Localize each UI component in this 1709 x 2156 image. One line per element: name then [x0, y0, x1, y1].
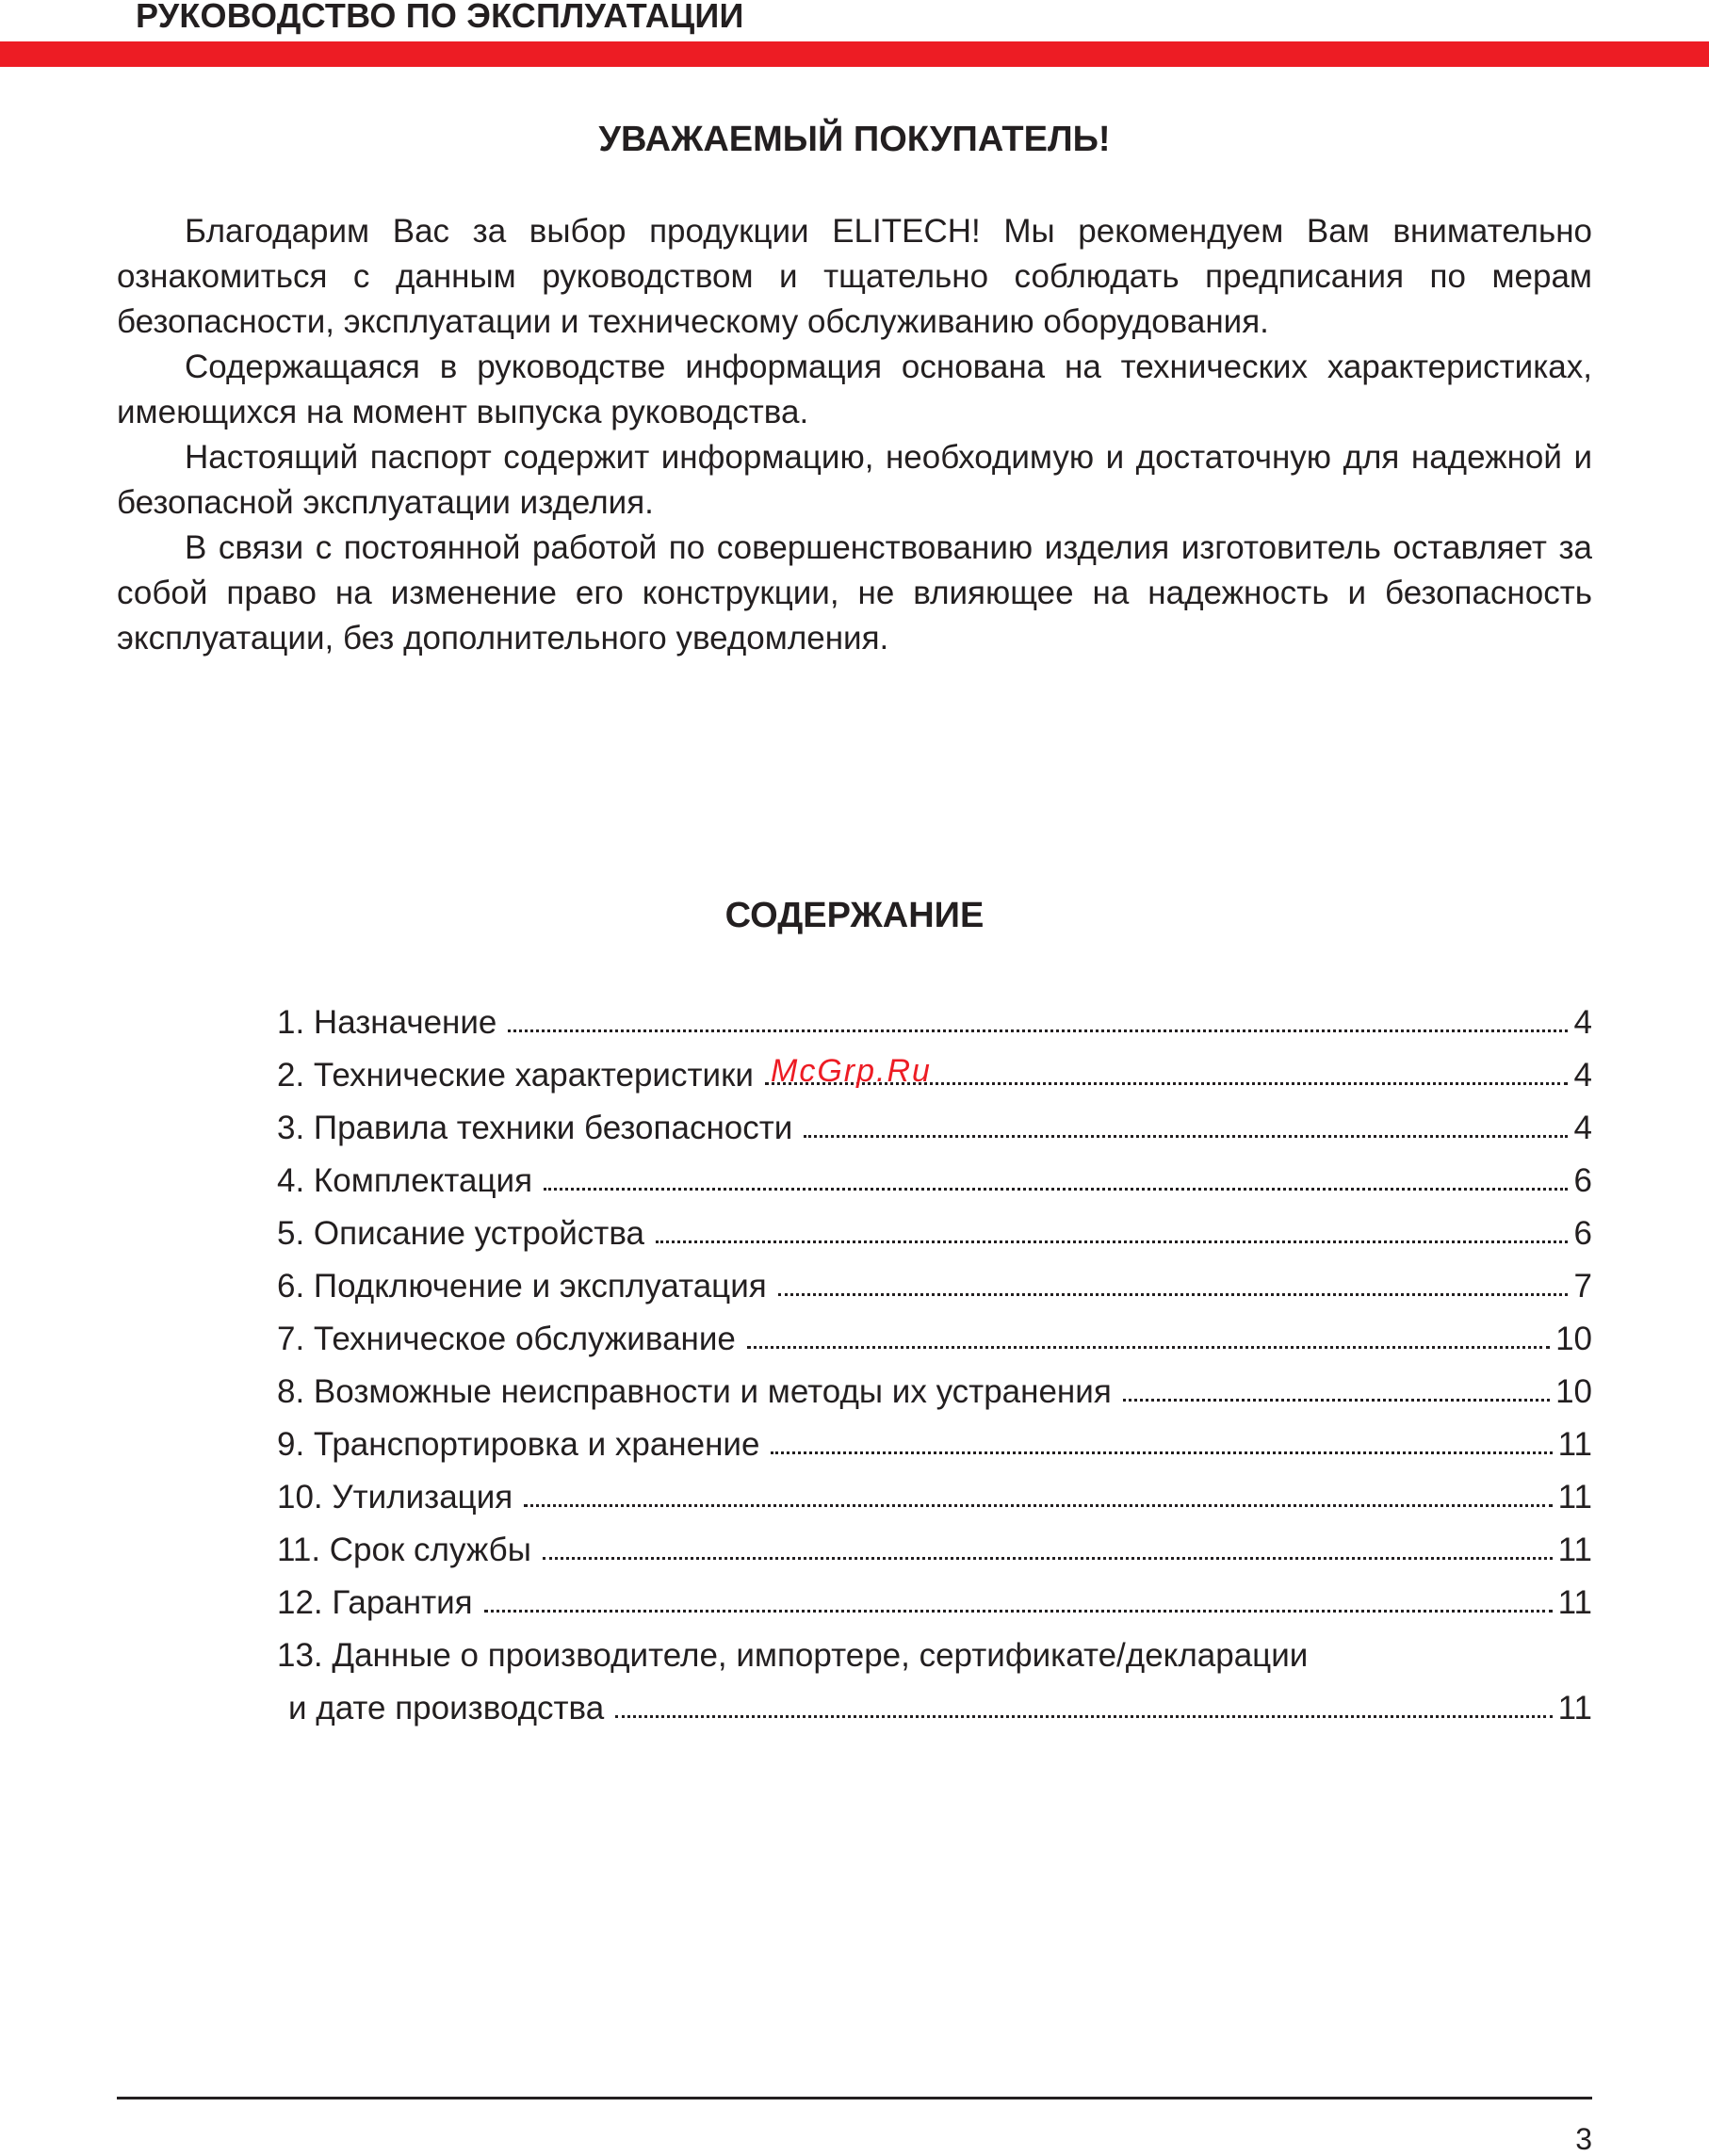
- toc-item-label: 8. Возможные неисправности и методы их устранения: [277, 1373, 1112, 1410]
- toc-leader-dots: [543, 1557, 1553, 1560]
- toc-item-page: 4: [1573, 1057, 1592, 1094]
- toc-leader-dots: [747, 1346, 1550, 1349]
- toc-item-label: 7. Техническое обслуживание: [277, 1321, 736, 1357]
- toc-item[interactable]: [277, 1305, 1592, 1358]
- toc-item-label: 2. Технические характеристики: [277, 1057, 754, 1094]
- toc-item-page: 11: [1557, 1479, 1592, 1516]
- greeting-title: УВАЖАЕМЫЙ ПОКУПАТЕЛЬ!: [598, 120, 1111, 159]
- toc-leader-dots: [778, 1293, 1568, 1296]
- toc-leader-dots: [804, 1135, 1568, 1138]
- intro-paragraph: В связи с постоянной работой по совершенствованию изделия изготовитель оставляет за собой право на изменение его конструкции, не влияющее на надежность и безопасность эксплуатации, без дополнительного уведомления.: [117, 529, 1592, 657]
- toc-item-page: 4: [1573, 1110, 1592, 1146]
- toc-item-label: 10. Утилизация: [277, 1479, 513, 1516]
- toc-title: СОДЕРЖАНИЕ: [724, 896, 985, 935]
- table-of-contents: [277, 989, 1592, 1727]
- toc-item-page: 11: [1557, 1584, 1592, 1621]
- toc-item-label: 4. Комплектация: [277, 1162, 533, 1199]
- toc-item[interactable]: [277, 989, 1592, 1042]
- toc-item-label-continued: и дате производства: [288, 1690, 605, 1726]
- toc-item-label: 9. Транспортировка и хранение: [277, 1426, 760, 1463]
- toc-item-label: 12. Гарантия: [277, 1584, 473, 1621]
- toc-item-page: 11: [1557, 1426, 1592, 1463]
- toc-item[interactable]: [277, 1147, 1592, 1200]
- footer-rule: [117, 2097, 1592, 2099]
- header-red-bar: [0, 41, 1709, 67]
- intro-paragraph: Содержащаяся в руководстве информация основана на технических характеристиках, имеющихся на момент выпуска руководства.: [117, 349, 1592, 430]
- running-header: РУКОВОДСТВО ПО ЭКСПЛУАТАЦИИ: [136, 0, 744, 35]
- intro-paragraph: Настоящий паспорт содержит информацию, необходимую и достаточную для надежной и безопасной эксплуатации изделия.: [117, 439, 1592, 521]
- toc-item-label: 11. Срок службы: [277, 1532, 531, 1568]
- toc-leader-dots: [484, 1610, 1553, 1613]
- toc-item[interactable]: [277, 1253, 1592, 1305]
- toc-item-page: 11: [1557, 1532, 1592, 1568]
- toc-item[interactable]: [277, 1411, 1592, 1464]
- toc-item-page: 4: [1573, 1004, 1592, 1041]
- toc-leader-dots: [508, 1029, 1568, 1032]
- toc-leader-dots: [544, 1188, 1568, 1191]
- toc-leader-dots: [524, 1504, 1552, 1507]
- toc-item[interactable]: [277, 1516, 1592, 1569]
- toc-item-page: 11: [1557, 1690, 1592, 1726]
- toc-item[interactable]: [277, 1094, 1592, 1147]
- toc-item[interactable]: [277, 1464, 1592, 1516]
- intro-text: [117, 209, 1592, 661]
- page-number: 3: [1575, 2122, 1592, 2156]
- toc-item[interactable]: [277, 1200, 1592, 1253]
- toc-item[interactable]: [277, 1569, 1592, 1622]
- toc-item[interactable]: [277, 1358, 1592, 1411]
- toc-item-label: 6. Подключение и эксплуатация: [277, 1268, 767, 1305]
- toc-leader-dots: [771, 1451, 1552, 1454]
- toc-item-page: 6: [1573, 1162, 1592, 1199]
- toc-item-label: 13. Данные о производителе, импортере, сертификате/декларации: [277, 1637, 1309, 1674]
- toc-item-page: 10: [1555, 1321, 1592, 1357]
- toc-leader-dots: [656, 1240, 1568, 1243]
- toc-item-label: 3. Правила техники безопасности: [277, 1110, 793, 1146]
- toc-item-page: 6: [1573, 1215, 1592, 1252]
- toc-item-page: 7: [1573, 1268, 1592, 1305]
- toc-item-multiline[interactable]: [277, 1622, 1592, 1727]
- toc-item-label: 5. Описание устройства: [277, 1215, 644, 1252]
- intro-paragraph: Благодарим Вас за выбор продукции ELITECH! Мы рекомендуем Вам внимательно ознакомиться с данным руководством и тщательно соблюдать предписания по мерам безопасности, эксплуатации и техническому обслуживанию оборудования.: [117, 213, 1592, 340]
- toc-leader-dots: [615, 1715, 1552, 1718]
- watermark: McGrp.Ru: [771, 1053, 932, 1089]
- toc-leader-dots: [1123, 1399, 1550, 1402]
- toc-item[interactable]: [277, 1042, 1592, 1094]
- toc-item-page: 10: [1555, 1373, 1592, 1410]
- toc-item-label: 1. Назначение: [277, 1004, 497, 1041]
